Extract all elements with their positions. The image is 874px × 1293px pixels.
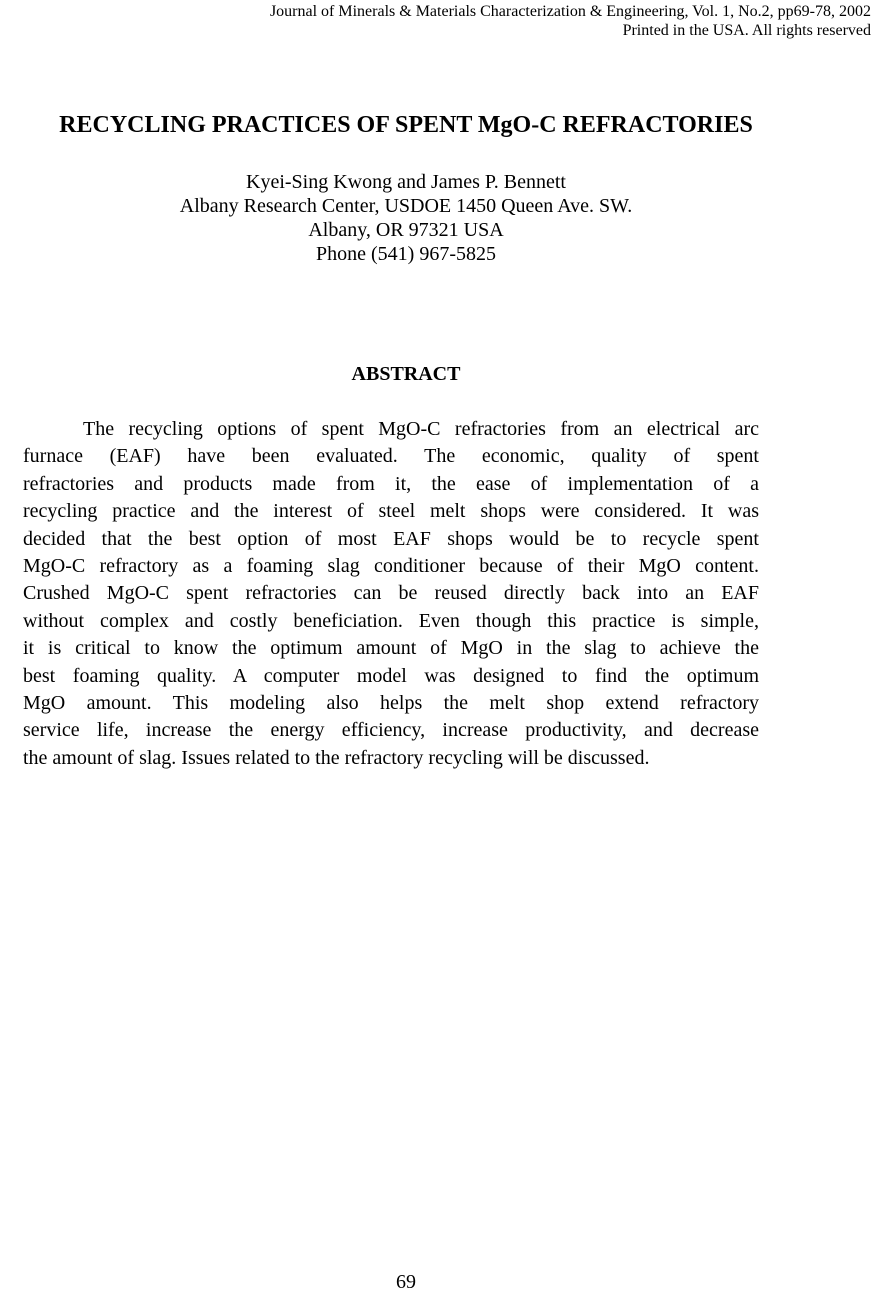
abstract-line: MgO amount. This modeling also helps the melt shop extend refractory — [23, 692, 759, 715]
abstract-line: it is critical to know the optimum amount of MgO in the slag to achieve the — [23, 637, 759, 660]
paper-title: RECYCLING PRACTICES OF SPENT MgO-C REFRACTORIES — [59, 112, 753, 138]
abstract-line: the amount of slag. Issues related to the refractory recycling will be discussed. — [23, 746, 650, 769]
author-names: Kyei-Sing Kwong and James P. Bennett — [246, 171, 566, 193]
abstract-line: furnace (EAF) have been evaluated. The economic, quality of spent — [23, 445, 759, 468]
abstract-body — [23, 416, 759, 772]
abstract-heading: ABSTRACT — [351, 363, 461, 385]
abstract-line: decided that the best option of most EAF shops would be to recycle spent — [23, 527, 759, 550]
abstract-line: without complex and costly beneficiation. Even though this practice is simple, — [23, 609, 759, 632]
author-phone: Phone (541) 967-5825 — [316, 243, 496, 265]
abstract-line: The recycling options of spent MgO-C refractories from an electrical arc — [83, 418, 759, 440]
author-affiliation: Albany Research Center, USDOE 1450 Queen Ave. SW. — [179, 195, 633, 217]
journal-header — [270, 2, 871, 40]
rights-notice: Printed in the USA. All rights reserved — [622, 22, 871, 39]
abstract-line: recycling practice and the interest of steel melt shops were considered. It was — [23, 500, 759, 523]
abstract-line: service life, increase the energy efficiency, increase productivity, and decrease — [23, 719, 759, 742]
page-number: 69 — [396, 1271, 416, 1293]
journal-citation: Journal of Minerals & Materials Characterization & Engineering, Vol. 1, No.2, pp69-78, 2002 — [269, 3, 871, 20]
abstract-line: MgO-C refractory as a foaming slag conditioner because of their MgO content. — [23, 555, 759, 578]
abstract-line: best foaming quality. A computer model was designed to find the optimum — [23, 664, 759, 687]
author-block — [0, 170, 812, 266]
author-city: Albany, OR 97321 USA — [308, 219, 504, 241]
abstract-line: Crushed MgO-C spent refractories can be reused directly back into an EAF — [23, 582, 759, 605]
abstract-line: refractories and products made from it, the ease of implementation of a — [23, 472, 759, 495]
